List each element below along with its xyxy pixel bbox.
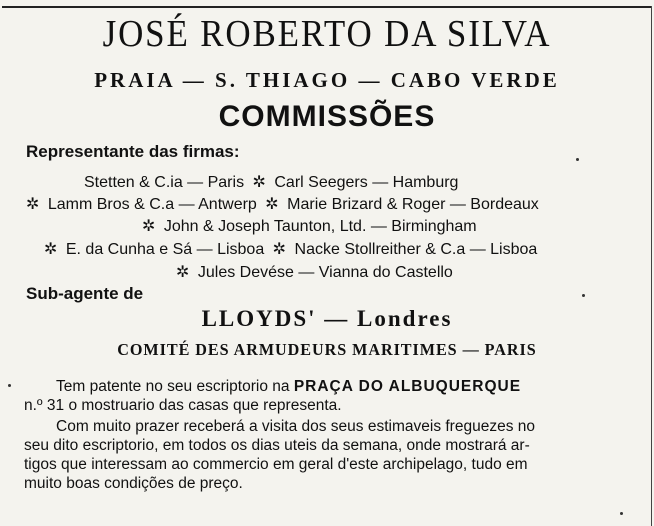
lloyds-heading: LLOYDS' — Londres — [201, 306, 453, 331]
notice-line-1 — [56, 378, 654, 396]
notice-line-3: Com muito prazer receberá a visita dos seus estimaveis freguezes no — [56, 418, 535, 435]
notice-place: PRAÇA DO ALBUQUERQUE — [293, 378, 522, 395]
print-speck — [8, 384, 11, 387]
firm-jules-devese: Jules Devése — Vianna do Castello — [197, 264, 453, 281]
firm-line-2 — [26, 194, 539, 214]
print-speck — [620, 512, 623, 515]
firm-taunton: John & Joseph Taunton, Ltd. — Birmingham — [163, 218, 477, 235]
star-ornament-icon: ✲ — [272, 241, 287, 258]
star-ornament-icon: ✲ — [44, 241, 58, 258]
merchant-name: JOSÉ ROBERTO DA SILVA — [102, 13, 552, 55]
star-ornament-icon: ✲ — [176, 264, 190, 281]
firm-stetten: Stetten & C.ia — Paris — [84, 174, 245, 191]
star-ornament-icon: ✲ — [252, 174, 266, 191]
section-title: COMMISSÕES — [218, 100, 436, 133]
notice-line-6: muito boas condições de preço. — [24, 475, 243, 492]
firm-line-4 — [44, 239, 537, 259]
print-speck — [576, 158, 579, 161]
star-ornament-icon: ✲ — [142, 218, 156, 235]
firm-carl-seegers: Carl Seegers — Hamburg — [274, 174, 459, 191]
notice-line-5: tigos que interessam ao commercio em geral d'este archipelago, tudo em — [24, 456, 528, 473]
print-speck — [582, 294, 585, 297]
firm-cunha-sa: E. da Cunha e Sá — Lisboa — [65, 241, 265, 258]
representatives-label: Representante das firmas: — [26, 142, 240, 161]
top-border-rule — [2, 6, 652, 8]
notice-line-4: seu dito escriptorio, em todos os dias uteis da semana, onde mostrará ar- — [24, 437, 530, 454]
firm-line-1 — [84, 172, 458, 192]
firm-line-5 — [176, 262, 453, 282]
star-ornament-icon: ✲ — [265, 196, 279, 213]
comite-heading: COMITÉ DES ARMUDEURS MARITIMES — PARIS — [117, 340, 537, 359]
star-ornament-icon: ✲ — [26, 196, 40, 213]
firm-nacke-stollreither: Nacke Stollreither & C.a — Lisboa — [294, 241, 538, 258]
firm-line-3 — [142, 216, 477, 236]
firm-lamm-bros: Lamm Bros & C.a — Antwerp — [47, 196, 257, 213]
merchant-location: PRAIA — S. THIAGO — CABO VERDE — [94, 68, 560, 92]
notice-line-2: n.º 31 o mostruario das casas que representa. — [24, 397, 342, 414]
notice-text: Tem patente no seu escriptorio na — [56, 378, 290, 395]
firm-marie-brizard: Marie Brizard & Roger — Bordeaux — [287, 196, 539, 213]
subagent-label: Sub-agente de — [26, 284, 144, 303]
